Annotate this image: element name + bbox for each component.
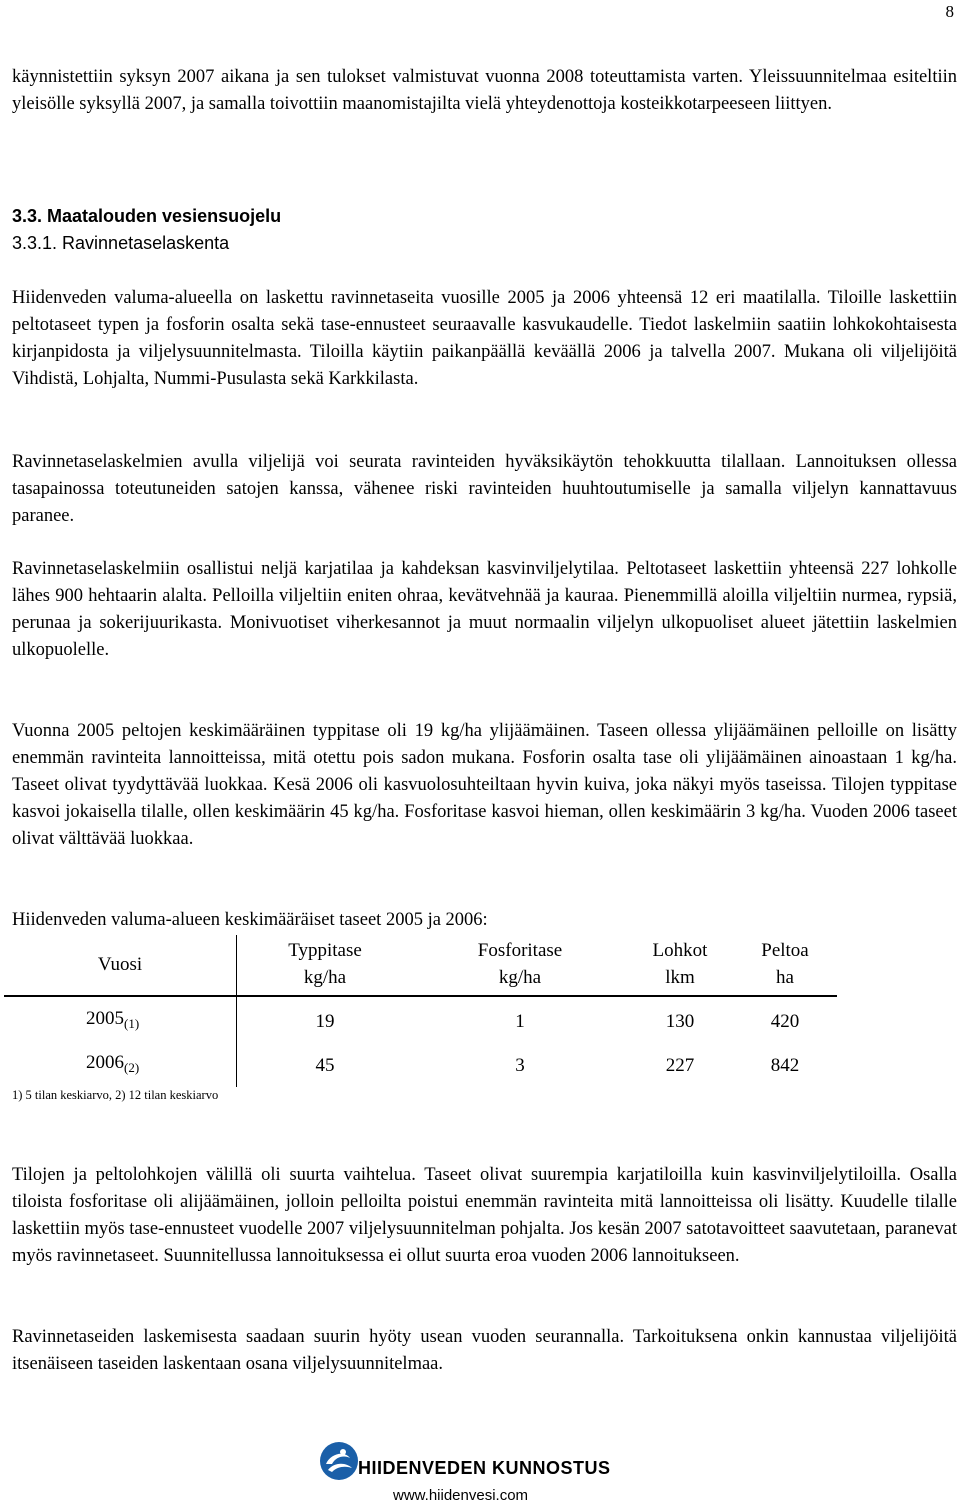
page-number: 8 [945,2,954,21]
header-nitrogen-l1: Typpitase [288,940,362,961]
table-column-rule [236,935,237,1087]
table-row [86,1052,139,1076]
table-caption: Hiidenveden valuma-alueen keskimääräiset taseet 2005 ja 2006: [12,910,488,930]
paragraph-2: Ravinnetaselaskelmien avulla viljelijä voi seurata ravinteiden hyväksikäytön tehokkuutta tilallaan. Lannoituksen ollessa tasapainossa toteutuneiden satojen kanssa, vähenee riski ravinteiden huuhtoutumiselle ja samalla viljelyn kannattavuus paranee. [12,452,957,526]
paragraph-3: Ravinnetaselaskelmiin osallistui neljä karjatilaa ja kahdeksan kasvinviljelytilaa. Peltotaseet laskettiin yhteensä 227 lohkolle lähes 900 hehtaarin alalta. Pelloilla viljeltiin eniten ohraa, kevätvehnää ja kauraa. Pienemmillä aloilla viljeltiin nurmea, rypsiä, perunaa ja sokerijuurikasta. Monivuotiset viherkesannot ja muut normaalin viljelyn ulkopuoliset alueet jätettiin laskelmien ulkopuolelle. [12,559,957,660]
header-phosphorus-l1: Fosforitase [477,940,563,961]
header-blocks-l2: lkm [665,967,695,988]
paragraph-6: Ravinnetaseiden laskemisesta saadaan suurin hyöty usean vuoden seurannalla. Tarkoituksena onkin kannustaa viljelijöitä itsenäiseen taseiden laskentaan osana viljelysuunnitelmaa. [12,1327,957,1374]
subsection-heading: 3.3.1. Ravinnetaselaskenta [12,233,230,253]
row-year: 2005 [86,1008,124,1029]
row-year: 2006 [86,1052,124,1073]
header-phosphorus-l2: kg/ha [498,967,542,988]
section-heading: 3.3. Maatalouden vesiensuojelu [12,206,282,226]
header-nitrogen-l2: kg/ha [303,967,347,988]
header-blocks-l1: Lohkot [652,940,708,961]
header-area-l1: Peltoa [761,940,809,961]
table-row [86,1008,139,1032]
cell-nitrogen: 45 [315,1055,335,1076]
cell-phosphorus: 3 [515,1055,525,1076]
logo-icon [318,1440,360,1482]
paragraph-4: Vuonna 2005 peltojen keskimääräinen typpitase oli 19 kg/ha ylijäämäinen. Taseen ollessa ylijäämäinen pelloille on lisätty enemmän ravinteita lannoitteissa, mitä otettu pois sadon mukana. Fosforin osalta tase oli ylijäämäinen ainoastaan 1 kg/ha. Taseet olivat tyydyttävää luokkaa. Kesä 2006 oli kasvuolosuhteiltaan hyvin kuiva, joka näkyi myös taseissa. Tilojen typpitase kasvoi jokaisella tilalle, ollen keskimäärin 45 kg/ha. Fosforitase kasvoi hieman, ollen keskimäärin 3 kg/ha. Vuoden 2006 taseet olivat välttävää luokkaa. [12,721,957,849]
intro-paragraph: käynnistettiin syksyn 2007 aikana ja sen tulokset valmistuvat vuonna 2008 toteuttamista varten. Yleissuunnitelmaa esiteltiin yleisölle syksyllä 2007, ja samalla toivottiin maanomistajilta vielä yhteydenottoja kosteikkotarpeeseen liittyen. [12,67,957,114]
table-footnote: 1) 5 tilan keskiarvo, 2) 12 tilan keskiarvo [12,1088,219,1102]
header-area-l2: ha [776,967,794,988]
row-note: (2) [124,1060,140,1075]
cell-blocks: 130 [665,1011,695,1032]
footer-url[interactable]: www.hiidenvesi.com [393,1487,529,1504]
paragraph-1: Hiidenveden valuma-alueella on laskettu ravinnetaseita vuosille 2005 ja 2006 yhteensä 12 eri maatilalla. Tiloille laskettiin peltotaseet typen ja fosforin osalta sekä tase-ennusteet seuraavalle kasvukaudelle. Tiedot laskelmiin saatiin lohkokohtaisesta kirjanpidosta ja viljelysuunnitelmasta. Tiloilla käytiin paikanpäällä keväällä 2006 ja talvella 2007. Mukana oli viljelijöitä Vihdistä, Lohjalta, Nummi-Pusulasta sekä Karkkilasta. [12,288,957,389]
table-header-rule [4,995,837,997]
cell-area: 842 [770,1055,800,1076]
cell-area: 420 [770,1011,800,1032]
paragraph-5: Tilojen ja peltolohkojen välillä oli suurta vaihtelua. Taseet olivat suurempia karjatiloilla kuin kasvinviljelytiloilla. Osalla tiloista fosforitase oli alijäämäinen, jolloin pelloilta poistui enemmän ravinteita mitä lannoitteissa oli lisätty. Kuudelle tilalle laskettiin myös tase-ennusteet vuodelle 2007 viljelysuunnitelman pohjalta. Jos kesän 2007 satotavoitteet saavutetaan, paranevat myös ravinnetaseet. Suunnitellussa lannoituksessa ei ollut suurta eroa vuoden 2006 lannoitukseen. [12,1165,957,1266]
header-year: Vuosi [97,954,143,975]
cell-nitrogen: 19 [315,1011,335,1032]
logo-text: HIIDENVEDEN KUNNOSTUS [358,1458,611,1478]
row-note: (1) [124,1016,140,1031]
cell-blocks: 227 [665,1055,695,1076]
cell-phosphorus: 1 [515,1011,525,1032]
